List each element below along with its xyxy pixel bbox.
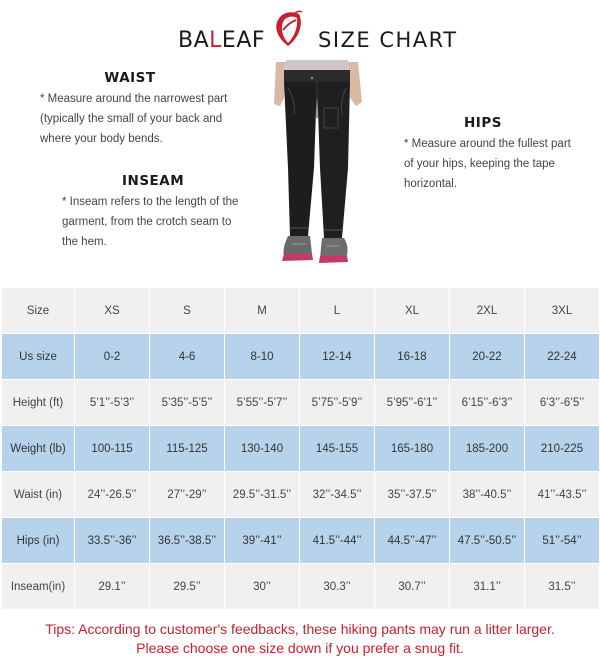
tips-line-1: Tips: According to customer's feedbacks, these hiking pants may run a litter larger.	[45, 621, 555, 637]
table-cell: 115-125	[150, 426, 224, 471]
table-cell: 31.5’’	[525, 564, 599, 609]
table-cell: 29.5’’	[150, 564, 224, 609]
table-cell: 5’1’’-5’3’’	[75, 380, 149, 425]
row-label: Us size	[2, 334, 74, 379]
table-cell: 29.1’’	[75, 564, 149, 609]
brand-logo-text: BALEAF	[178, 28, 266, 53]
table-cell: S	[150, 288, 224, 333]
table-cell: XS	[75, 288, 149, 333]
row-label: Weight (lb)	[2, 426, 74, 471]
table-cell: 5’95’’-6’1’’	[375, 380, 449, 425]
table-cell: 27’’-29’’	[150, 472, 224, 517]
row-label: Size	[2, 288, 74, 333]
table-cell: 185-200	[450, 426, 524, 471]
inseam-text: * Inseam refers to the length of the garment, from the crotch seam to the hem.	[62, 196, 239, 248]
waist-heading: WAIST	[104, 70, 156, 86]
inseam-heading: INSEAM	[122, 173, 185, 189]
table-cell: 5’75’’-5’9’’	[300, 380, 374, 425]
table-cell: 41.5’’-44’’	[300, 518, 374, 563]
table-row	[2, 288, 598, 333]
table-cell: 38’’-40.5’’	[450, 472, 524, 517]
table-cell: 145-155	[300, 426, 374, 471]
table-cell: 31.1’’	[450, 564, 524, 609]
table-cell: 6’15’’-6’3’’	[450, 380, 524, 425]
table-cell: 2XL	[450, 288, 524, 333]
table-cell: 32’’-34.5’’	[300, 472, 374, 517]
size-chart-table	[2, 288, 598, 610]
table-cell: 22-24	[525, 334, 599, 379]
table-cell: M	[225, 288, 299, 333]
page-title: SIZE CHART	[318, 28, 458, 52]
table-cell: 47.5’’-50.5’’	[450, 518, 524, 563]
table-cell: 6’3’’-6’5’’	[525, 380, 599, 425]
table-cell: 30’’	[225, 564, 299, 609]
model-pants-image	[262, 58, 372, 286]
table-cell: 5’35’’-5’5’’	[150, 380, 224, 425]
table-cell: 29.5’’-31.5’’	[225, 472, 299, 517]
table-cell: 12-14	[300, 334, 374, 379]
table-row	[2, 518, 598, 563]
table-cell: 24’’-26.5’’	[75, 472, 149, 517]
table-row	[2, 564, 598, 609]
table-row	[2, 472, 598, 517]
table-cell: 16-18	[375, 334, 449, 379]
inseam-info	[62, 173, 242, 252]
table-cell: 4-6	[150, 334, 224, 379]
table-cell: 5’55’’-5’7’’	[225, 380, 299, 425]
table-row	[2, 426, 598, 471]
table-cell: 30.3’’	[300, 564, 374, 609]
table-cell: 210-225	[525, 426, 599, 471]
hips-text: * Measure around the fullest part of your hips, keeping the tape horizontal.	[404, 138, 571, 190]
table-row	[2, 380, 598, 425]
table-cell: 20-22	[450, 334, 524, 379]
table-cell: 41’’-43.5’’	[525, 472, 599, 517]
table-cell: 39’’-41’’	[225, 518, 299, 563]
table-cell: 100-115	[75, 426, 149, 471]
tips-note	[0, 620, 600, 658]
leaf-logo-icon	[271, 10, 305, 48]
table-cell: 130-140	[225, 426, 299, 471]
table-cell: 51’’-54’’	[525, 518, 599, 563]
table-row	[2, 334, 598, 379]
row-label: Hips (in)	[2, 518, 74, 563]
hips-heading: HIPS	[464, 115, 502, 131]
table-cell: XL	[375, 288, 449, 333]
table-cell: 8-10	[225, 334, 299, 379]
row-label: Inseam(in)	[2, 564, 74, 609]
table-cell: 35’’-37.5’’	[375, 472, 449, 517]
row-label: Height (ft)	[2, 380, 74, 425]
table-cell: 44.5’’-47’’	[375, 518, 449, 563]
hips-info	[404, 115, 574, 194]
waist-text: * Measure around the narrowest part (typically the small of your back and where your body bends.	[40, 93, 228, 145]
table-cell: L	[300, 288, 374, 333]
waist-info	[40, 70, 230, 149]
row-label: Waist (in)	[2, 472, 74, 517]
table-cell: 33.5’’-36’’	[75, 518, 149, 563]
table-cell: 36.5’’-38.5’’	[150, 518, 224, 563]
table-cell: 165-180	[375, 426, 449, 471]
table-cell: 3XL	[525, 288, 599, 333]
tips-line-2: Please choose one size down if you prefer a snug fit.	[136, 640, 464, 656]
table-cell: 30.7’’	[375, 564, 449, 609]
table-cell: 0-2	[75, 334, 149, 379]
